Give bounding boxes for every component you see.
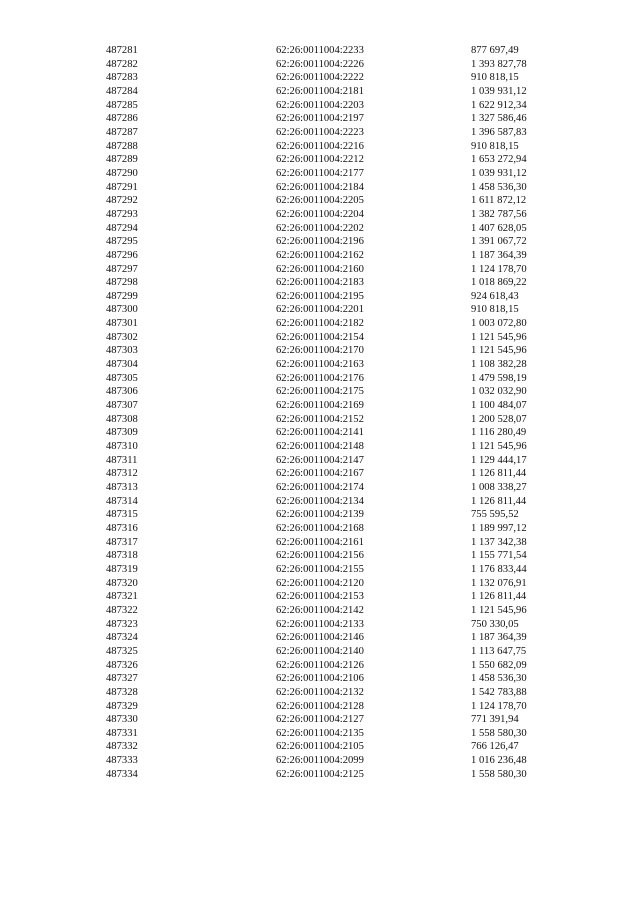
- table-row: [106, 331, 591, 345]
- row-number: 487315: [106, 509, 138, 521]
- cadastral-value: 1 129 444,17: [471, 454, 527, 466]
- cadastral-value: 1 189 997,12: [471, 522, 527, 534]
- row-number: 487322: [106, 604, 138, 616]
- row-number: 487321: [106, 591, 138, 603]
- table-row: [106, 235, 591, 249]
- row-number: 487289: [106, 154, 138, 166]
- cadastral-number: 62:26:0011004:2141: [276, 427, 364, 439]
- cadastral-number: 62:26:0011004:2170: [276, 345, 364, 357]
- cadastral-number: 62:26:0011004:2146: [276, 632, 364, 644]
- cadastral-value: 1 558 580,30: [471, 768, 527, 780]
- table-row: [106, 194, 591, 208]
- row-number: 487310: [106, 441, 138, 453]
- table-row: [106, 317, 591, 331]
- cadastral-value: 1 396 587,83: [471, 126, 527, 138]
- cadastral-value: 1 121 545,96: [471, 331, 527, 343]
- table-row: [106, 454, 591, 468]
- row-number: 487316: [106, 522, 138, 534]
- row-number: 487284: [106, 85, 138, 97]
- cadastral-value: 766 126,47: [471, 741, 519, 753]
- cadastral-value: 910 818,15: [471, 304, 519, 316]
- cadastral-value: 1 003 072,80: [471, 318, 527, 330]
- row-number: 487286: [106, 113, 138, 125]
- table-row: [106, 358, 591, 372]
- table-row: [106, 604, 591, 618]
- row-number: 487320: [106, 577, 138, 589]
- row-number: 487297: [106, 263, 138, 275]
- cadastral-number: 62:26:0011004:2201: [276, 304, 364, 316]
- row-number: 487304: [106, 359, 138, 371]
- cadastral-number: 62:26:0011004:2163: [276, 359, 364, 371]
- cadastral-number: 62:26:0011004:2195: [276, 290, 364, 302]
- cadastral-number: 62:26:0011004:2181: [276, 85, 364, 97]
- row-number: 487323: [106, 618, 138, 630]
- cadastral-number: 62:26:0011004:2127: [276, 714, 364, 726]
- cadastral-number: 62:26:0011004:2175: [276, 386, 364, 398]
- cadastral-number: 62:26:0011004:2105: [276, 741, 364, 753]
- table-row: [106, 208, 591, 222]
- cadastral-value: 877 697,49: [471, 45, 519, 56]
- cadastral-value: 910 818,15: [471, 140, 519, 152]
- row-number: 487332: [106, 741, 138, 753]
- row-number: 487295: [106, 236, 138, 248]
- row-number: 487308: [106, 413, 138, 425]
- row-number: 487331: [106, 727, 138, 739]
- table-row: [106, 263, 591, 277]
- cadastral-value: 1 622 912,34: [471, 99, 527, 111]
- cadastral-number: 62:26:0011004:2202: [276, 222, 364, 234]
- cadastral-value: 1 126 811,44: [471, 495, 527, 507]
- table-row: [106, 768, 591, 782]
- row-number: 487318: [106, 550, 138, 562]
- cadastral-number: 62:26:0011004:2233: [276, 45, 364, 56]
- cadastral-number: 62:26:0011004:2099: [276, 755, 364, 767]
- row-number: 487330: [106, 714, 138, 726]
- cadastral-value-table: [106, 44, 591, 781]
- row-number: 487326: [106, 659, 138, 671]
- cadastral-value: 1 558 580,30: [471, 727, 527, 739]
- cadastral-number: 62:26:0011004:2168: [276, 522, 364, 534]
- cadastral-number: 62:26:0011004:2160: [276, 263, 364, 275]
- cadastral-value: 1 382 787,56: [471, 208, 527, 220]
- cadastral-value: 1 039 931,12: [471, 167, 527, 179]
- row-number: 487299: [106, 290, 138, 302]
- cadastral-number: 62:26:0011004:2120: [276, 577, 364, 589]
- cadastral-number: 62:26:0011004:2139: [276, 509, 364, 521]
- cadastral-value: 1 121 545,96: [471, 441, 527, 453]
- row-number: 487314: [106, 495, 138, 507]
- table-row: [106, 563, 591, 577]
- cadastral-value: 1 124 178,70: [471, 263, 527, 275]
- cadastral-value: 1 407 628,05: [471, 222, 527, 234]
- table-row: [106, 672, 591, 686]
- cadastral-number: 62:26:0011004:2204: [276, 208, 364, 220]
- table-row: [106, 631, 591, 645]
- table-row: [106, 290, 591, 304]
- row-number: 487298: [106, 277, 138, 289]
- cadastral-value: 1 126 811,44: [471, 591, 527, 603]
- cadastral-number: 62:26:0011004:2226: [276, 58, 364, 70]
- cadastral-value: 1 479 598,19: [471, 372, 527, 384]
- table-row: [106, 153, 591, 167]
- row-number: 487294: [106, 222, 138, 234]
- row-number: 487317: [106, 536, 138, 548]
- cadastral-number: 62:26:0011004:2161: [276, 536, 364, 548]
- row-number: 487305: [106, 372, 138, 384]
- row-number: 487313: [106, 482, 138, 493]
- table-row: [106, 276, 591, 290]
- cadastral-value: 1 653 272,94: [471, 154, 527, 166]
- cadastral-number: 62:26:0011004:2106: [276, 673, 364, 685]
- cadastral-value: 1 611 872,12: [471, 195, 527, 207]
- cadastral-number: 62:26:0011004:2223: [276, 126, 364, 138]
- cadastral-value: 1 108 382,28: [471, 359, 527, 371]
- table-row: [106, 344, 591, 358]
- row-number: 487292: [106, 195, 138, 207]
- cadastral-number: 62:26:0011004:2169: [276, 400, 364, 412]
- cadastral-value: 1 116 280,49: [471, 427, 527, 439]
- row-number: 487296: [106, 249, 138, 261]
- table-row: [106, 481, 591, 495]
- cadastral-number: 62:26:0011004:2125: [276, 768, 364, 780]
- table-row: [106, 140, 591, 154]
- row-number: 487334: [106, 768, 138, 780]
- cadastral-number: 62:26:0011004:2205: [276, 195, 364, 207]
- cadastral-number: 62:26:0011004:2162: [276, 249, 364, 261]
- table-row: [106, 44, 591, 58]
- table-row: [106, 85, 591, 99]
- table-row: [106, 249, 591, 263]
- cadastral-value: 1 124 178,70: [471, 700, 527, 712]
- row-number: 487285: [106, 99, 138, 111]
- cadastral-value: 1 200 528,07: [471, 413, 527, 425]
- table-row: [106, 536, 591, 550]
- row-number: 487300: [106, 304, 138, 316]
- cadastral-number: 62:26:0011004:2212: [276, 154, 364, 166]
- cadastral-value: 1 016 236,48: [471, 755, 527, 767]
- cadastral-number: 62:26:0011004:2183: [276, 277, 364, 289]
- cadastral-number: 62:26:0011004:2147: [276, 454, 364, 466]
- cadastral-number: 62:26:0011004:2128: [276, 700, 364, 712]
- cadastral-value: 1 132 076,91: [471, 577, 527, 589]
- row-number: 487282: [106, 58, 138, 70]
- table-row: [106, 659, 591, 673]
- table-row: [106, 495, 591, 509]
- cadastral-value: 1 391 067,72: [471, 236, 527, 248]
- cadastral-number: 62:26:0011004:2176: [276, 372, 364, 384]
- table-row: [106, 112, 591, 126]
- row-number: 487303: [106, 345, 138, 357]
- cadastral-value: 1 458 536,30: [471, 181, 527, 193]
- row-number: 487328: [106, 686, 138, 698]
- cadastral-value: 1 550 682,09: [471, 659, 527, 671]
- cadastral-number: 62:26:0011004:2135: [276, 727, 364, 739]
- cadastral-number: 62:26:0011004:2132: [276, 686, 364, 698]
- cadastral-value: 755 595,52: [471, 509, 519, 521]
- cadastral-number: 62:26:0011004:2153: [276, 591, 364, 603]
- cadastral-value: 1 542 783,88: [471, 686, 527, 698]
- cadastral-number: 62:26:0011004:2126: [276, 659, 364, 671]
- row-number: 487327: [106, 673, 138, 685]
- table-row: [106, 372, 591, 386]
- table-row: [106, 754, 591, 768]
- cadastral-value: 924 618,43: [471, 290, 519, 302]
- table-row: [106, 440, 591, 454]
- table-row: [106, 740, 591, 754]
- cadastral-value: 910 818,15: [471, 72, 519, 84]
- cadastral-number: 62:26:0011004:2148: [276, 441, 364, 453]
- table-row: [106, 727, 591, 741]
- cadastral-value: 1 121 545,96: [471, 604, 527, 616]
- cadastral-value: 1 137 342,38: [471, 536, 527, 548]
- cadastral-number: 62:26:0011004:2197: [276, 113, 364, 125]
- table-row: [106, 167, 591, 181]
- row-number: 487319: [106, 563, 138, 575]
- row-number: 487311: [106, 454, 138, 466]
- table-row: [106, 126, 591, 140]
- cadastral-number: 62:26:0011004:2154: [276, 331, 364, 343]
- cadastral-value: 1 126 811,44: [471, 468, 527, 480]
- table-row: [106, 426, 591, 440]
- table-row: [106, 508, 591, 522]
- cadastral-value: 1 032 032,90: [471, 386, 527, 398]
- cadastral-number: 62:26:0011004:2182: [276, 318, 364, 330]
- row-number: 487325: [106, 645, 138, 657]
- cadastral-number: 62:26:0011004:2177: [276, 167, 364, 179]
- row-number: 487302: [106, 331, 138, 343]
- table-row: [106, 590, 591, 604]
- cadastral-number: 62:26:0011004:2133: [276, 618, 364, 630]
- row-number: 487312: [106, 468, 138, 480]
- cadastral-value: 1 100 484,07: [471, 400, 527, 412]
- cadastral-value: 1 121 545,96: [471, 345, 527, 357]
- cadastral-value: 1 018 869,22: [471, 277, 527, 289]
- row-number: 487288: [106, 140, 138, 152]
- cadastral-number: 62:26:0011004:2134: [276, 495, 364, 507]
- table-row: [106, 413, 591, 427]
- row-number: 487293: [106, 208, 138, 220]
- cadastral-value: 1 393 827,78: [471, 58, 527, 70]
- table-row: [106, 181, 591, 195]
- cadastral-number: 62:26:0011004:2222: [276, 72, 364, 84]
- row-number: 487306: [106, 386, 138, 398]
- cadastral-number: 62:26:0011004:2152: [276, 413, 364, 425]
- cadastral-value: 1 176 833,44: [471, 563, 527, 575]
- cadastral-value: 771 391,94: [471, 714, 519, 726]
- row-number: 487281: [106, 45, 138, 56]
- table-row: [106, 618, 591, 632]
- cadastral-number: 62:26:0011004:2140: [276, 645, 364, 657]
- row-number: 487307: [106, 400, 138, 412]
- cadastral-number: 62:26:0011004:2196: [276, 236, 364, 248]
- cadastral-number: 62:26:0011004:2184: [276, 181, 364, 193]
- cadastral-number: 62:26:0011004:2174: [276, 482, 364, 493]
- table-row: [106, 385, 591, 399]
- table-row: [106, 399, 591, 413]
- table-row: [106, 645, 591, 659]
- table-body: [106, 44, 591, 781]
- cadastral-value: 1 458 536,30: [471, 673, 527, 685]
- table-row: [106, 58, 591, 72]
- row-number: 487309: [106, 427, 138, 439]
- cadastral-value: 1 187 364,39: [471, 249, 527, 261]
- table-row: [106, 700, 591, 714]
- row-number: 487287: [106, 126, 138, 138]
- table-row: [106, 522, 591, 536]
- cadastral-value: 750 330,05: [471, 618, 519, 630]
- table-row: [106, 577, 591, 591]
- cadastral-number: 62:26:0011004:2167: [276, 468, 364, 480]
- table-row: [106, 467, 591, 481]
- table-row: [106, 99, 591, 113]
- cadastral-value: 1 039 931,12: [471, 85, 527, 97]
- table-row: [106, 713, 591, 727]
- cadastral-number: 62:26:0011004:2216: [276, 140, 364, 152]
- cadastral-value: 1 008 338,27: [471, 482, 527, 493]
- table-row: [106, 303, 591, 317]
- cadastral-value: 1 187 364,39: [471, 632, 527, 644]
- row-number: 487324: [106, 632, 138, 644]
- row-number: 487290: [106, 167, 138, 179]
- cadastral-number: 62:26:0011004:2155: [276, 563, 364, 575]
- table-row: [106, 549, 591, 563]
- cadastral-number: 62:26:0011004:2142: [276, 604, 364, 616]
- cadastral-number: 62:26:0011004:2203: [276, 99, 364, 111]
- cadastral-value: 1 327 586,46: [471, 113, 527, 125]
- row-number: 487283: [106, 72, 138, 84]
- table-row: [106, 686, 591, 700]
- table-row: [106, 222, 591, 236]
- row-number: 487291: [106, 181, 138, 193]
- table-row: [106, 71, 591, 85]
- row-number: 487333: [106, 755, 138, 767]
- cadastral-number: 62:26:0011004:2156: [276, 550, 364, 562]
- cadastral-value: 1 155 771,54: [471, 550, 527, 562]
- row-number: 487301: [106, 318, 138, 330]
- cadastral-value: 1 113 647,75: [471, 645, 527, 657]
- row-number: 487329: [106, 700, 138, 712]
